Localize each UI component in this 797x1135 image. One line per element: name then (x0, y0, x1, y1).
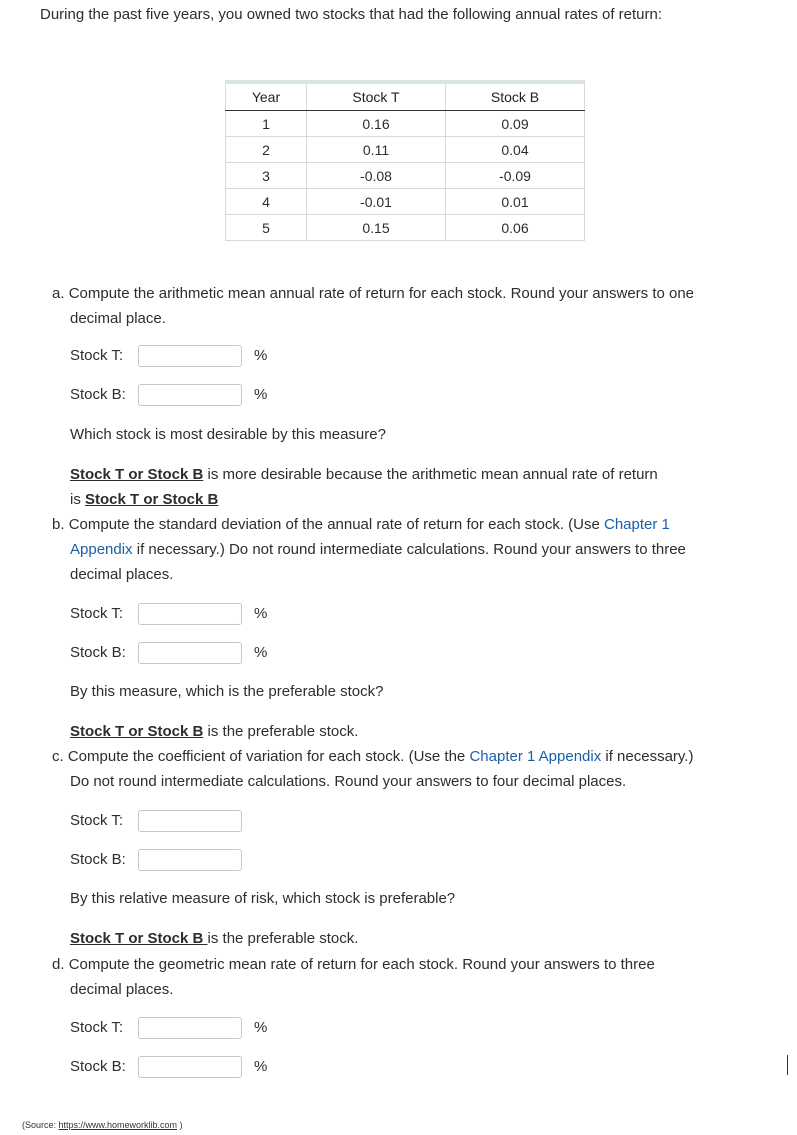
part-b-answer-line (70, 723, 358, 740)
problem-intro: During the past five years, you owned two stocks that had the following annual rates of return: (40, 6, 663, 23)
source-citation (22, 1120, 183, 1130)
part-b-line2 (70, 537, 686, 562)
cell-stock-t: 0.15 (307, 215, 446, 241)
part-b-stock-b-unit: % (254, 644, 268, 661)
cell-year: 5 (226, 215, 307, 241)
part-a-stock-b-label: Stock B: (70, 386, 126, 403)
part-a-answer-text: is more desirable because the arithmetic mean annual rate of return (203, 466, 658, 483)
source-link[interactable]: https://www.homeworklib.com (58, 1120, 178, 1130)
header-year: Year (226, 82, 307, 111)
cell-stock-t: 0.11 (307, 137, 446, 163)
table-row (226, 163, 585, 189)
table-row (226, 137, 585, 163)
part-b-stock-b-label: Stock B: (70, 644, 126, 661)
part-b-stock-b-input[interactable] (138, 642, 242, 664)
part-b-stock-t-input[interactable] (138, 603, 242, 625)
cell-stock-b: 0.06 (446, 215, 585, 241)
part-b-line3: decimal places. (70, 566, 174, 583)
part-d-stock-b-label: Stock B: (70, 1058, 126, 1075)
part-a-stock-dropdown[interactable]: Stock T or Stock B (70, 466, 204, 483)
cell-stock-b: 0.09 (446, 111, 585, 137)
part-a-line1: Compute the arithmetic mean annual rate of return for each stock. Round your answers to one (68, 285, 695, 302)
table-row (226, 111, 585, 137)
chapter-1-link[interactable]: Chapter 1 (604, 516, 670, 533)
part-b-stock-dropdown[interactable]: Stock T or Stock B (70, 723, 204, 740)
text-cursor (787, 1055, 788, 1075)
part-c-stock-t-input[interactable] (138, 810, 242, 832)
part-b-question: By this measure, which is the preferable stock? (70, 683, 384, 700)
part-d-stock-t-unit: % (254, 1019, 268, 1036)
cell-year: 2 (226, 137, 307, 163)
cell-year: 1 (226, 111, 307, 137)
returns-table (225, 80, 585, 241)
table-row (226, 215, 585, 241)
table-row (226, 189, 585, 215)
part-c-line1: Compute the coefficient of variation for each stock. (Use the (67, 748, 470, 765)
cell-stock-b: 0.01 (446, 189, 585, 215)
cell-year: 3 (226, 163, 307, 189)
source-suffix: ) (177, 1120, 183, 1130)
part-c-stock-dropdown[interactable]: Stock T or Stock B (70, 930, 208, 947)
part-c-stock-b-label: Stock B: (70, 851, 126, 868)
part-c-line2: Do not round intermediate calculations. Round your answers to four decimal places. (70, 773, 627, 790)
part-b-letter: b. (52, 516, 65, 533)
part-d-stock-b-input[interactable] (138, 1056, 242, 1078)
part-a-stock-b-input[interactable] (138, 384, 242, 406)
part-a-stock-b-unit: % (254, 386, 268, 403)
cell-stock-t: -0.08 (307, 163, 446, 189)
part-c-prompt (52, 744, 693, 769)
part-c-stock-b-input[interactable] (138, 849, 242, 871)
header-stock-b: Stock B (446, 82, 585, 111)
part-c-stock-t-label: Stock T: (70, 812, 124, 829)
part-d-stock-b-unit: % (254, 1058, 268, 1075)
part-d-stock-t-label: Stock T: (70, 1019, 124, 1036)
part-b-stock-t-unit: % (254, 605, 268, 622)
table-header-row (226, 82, 585, 111)
appendix-link[interactable]: Appendix (70, 541, 133, 558)
part-b-stock-t-label: Stock T: (70, 605, 124, 622)
part-a-letter: a. (52, 285, 65, 302)
part-d-letter: d. (52, 956, 65, 973)
part-a-stock-t-unit: % (254, 347, 268, 364)
part-c-line1-post: if necessary.) (601, 748, 694, 765)
cell-stock-t: -0.01 (307, 189, 446, 215)
part-a-answer-line2 (70, 491, 218, 508)
header-stock-t: Stock T (307, 82, 446, 111)
part-a-prompt (52, 281, 694, 306)
cell-year: 4 (226, 189, 307, 215)
cell-stock-t: 0.16 (307, 111, 446, 137)
part-a-stock-t-label: Stock T: (70, 347, 124, 364)
source-prefix: (Source: (22, 1120, 59, 1130)
part-c-question: By this relative measure of risk, which stock is preferable? (70, 890, 456, 907)
part-d-line1: Compute the geometric mean rate of return for each stock. Round your answers to three (68, 956, 655, 973)
part-b-answer-text: is the preferable stock. (203, 723, 359, 740)
part-a-stock-t-input[interactable] (138, 345, 242, 367)
part-c-letter: c. (52, 748, 64, 765)
part-a-is-text: is (70, 491, 85, 508)
part-c-answer-line (70, 930, 358, 947)
part-b-line2-text: if necessary.) Do not round intermediate calculations. Round your answers to three (132, 541, 686, 558)
part-b-line1: Compute the standard deviation of the annual rate of return for each stock. (Use (68, 516, 604, 533)
part-a-comparison-dropdown[interactable]: Stock T or Stock B (85, 491, 219, 508)
part-a-answer-line (70, 466, 658, 483)
cell-stock-b: -0.09 (446, 163, 585, 189)
cell-stock-b: 0.04 (446, 137, 585, 163)
part-d-stock-t-input[interactable] (138, 1017, 242, 1039)
part-d-prompt (52, 952, 655, 977)
part-c-answer-text: is the preferable stock. (207, 930, 359, 947)
chapter-1-appendix-link[interactable]: Chapter 1 Appendix (469, 748, 602, 765)
part-a-line2: decimal place. (70, 310, 166, 327)
part-a-question: Which stock is most desirable by this measure? (70, 426, 386, 443)
part-b-prompt (52, 512, 670, 537)
part-d-line2: decimal places. (70, 981, 174, 998)
